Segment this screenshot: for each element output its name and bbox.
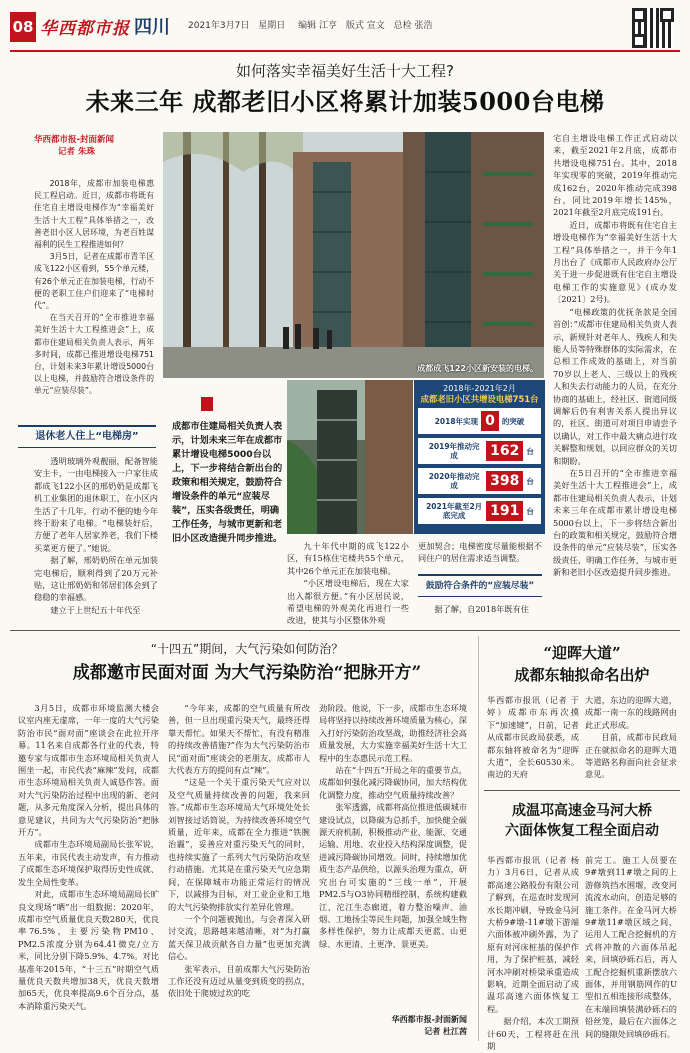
story2-col1 [18,702,159,1040]
story1-col1 [34,455,158,623]
body-paragraph: 张军透露，成都将高位推进低碳城市建设试点，以降碳为总抓手，加快健全碳源天府机制，积极推动产业、能源、交通运输、用地、农业投入结构深度调整，促进减污降碳协同增效。同时，持续增加优质生态产品供给，以源头治理为重点，研究出台可实施的“三线一单”，开展PM2.5与O3协同精细控制，系统构建截江、沱江生态廊道，着力整治噪声、油烟、工地扬尘等民生问题，加强全域生物多样性保护，努力让成都天更蓝、山更绿、水更清、土更净、景更美。 [319,802,467,949]
body-paragraph: 目前，成都市民政局正在就拟命名的迎晖大道等道路名称面向社会征求意见。 [585,732,677,780]
infographic-row [418,408,541,434]
story1-right-col [553,132,677,624]
body-paragraph: “小区增设电梯后，现在大家出入都很方便。”有小区居民说，希望电梯的外观美化再进行一些改进，使其与小区整体外观 [287,578,409,626]
story2-credit-reporter: 记者 杜江茜 [424,1027,467,1036]
body-paragraph: 华西都市报讯（记者 杨力）3月6日，记者从成都高速公路股份有限公司了解到，在巡查时发现河水长期冲刷，导致金马河大桥9#墩-11#墩下游端六面体被冲刷外露，为了原有对河床桩基的保护作用，为了保护桩基，减轻河水冲刷对桥梁承重造成影响，近期全面启动了成温邛高速六面体恢复工程。 [487,855,579,1014]
infographic-row-label: 2019年推动完成 [428,442,480,460]
infographic-row-suffix: 台 [526,506,534,516]
body-paragraph: 据了解，邢奶奶所在单元加装完电梯后，顺利得到了20万元补贴，这让邢奶奶和邻居们体会到了稳稳的幸福感。 [34,555,158,603]
lead-paragraph: 在当天召开的“全市推进幸福美好生活十大工程推进会”上，成都市住建局相关负责人表示，两年多时间，成都已推进增设电梯751台，计划未来3年累计增设5000台以上电梯，并鼓励符合增设条件的单元“应装尽装”。 [34,313,154,396]
body-paragraph: 劲阶段。他说，下一步，成都市生态环境局将坚持以持续改善环境质量为核心，深入打好污染防治攻坚战，助推经济社会高质量发展，大力实施幸福美好生活十大工程中的生态惠民示范工程。 [319,703,467,763]
section-divider [10,630,680,631]
lead-paragraph: 3月5日，记者在成都市青羊区成飞122小区看到，55个单元楼，有26个单元正在加装电梯，行动不便的老职工住户们迎来了“电梯时代”。 [34,252,154,311]
body-paragraph: 据了解，自2018年既有住 [434,604,529,614]
editor-credit: 编辑 江亨 [298,21,337,31]
story1-mid-col-b2 [418,603,542,619]
body-paragraph: “电梯政策的优抚条款是全国首创：”成都市住建局相关负责人表示，新规针对老年人、残疾人和失能人员等特殊群体的实际需求，在总相工作成效的基础上，对当前70岁以上老人、三级以上的残疾人和失去行动能力的人员，在充分协商的基础上，经社区、街道同级调解后仍有利害关系人提出异议的，社区、街道可对项目申请尝予以确认，对工作中最大痛点进行攻关解整和规划，以回应群众的关切和期盼。 [553,306,677,466]
infographic-row-label: 2020年推动完成 [428,472,480,490]
section-name: 四川 [134,17,170,38]
checker-credit: 总检 张浩 [393,21,433,31]
story1-mid-col-a [287,540,409,626]
subhead-encourage [418,574,542,597]
issue-date: 2021年3月7日 [188,21,250,31]
story4-headline-line1: 成温邛高速金马河大桥 [512,803,652,819]
story1-source: 华西都市报-封面新闻 [34,135,115,145]
body-paragraph: 对此，成都市生态环境局副局长旷良文现场“晒”出一组数据：2020年，成都市空气质量优良天数280天，优良率76.5%，主要污染物PM10、PM2.5浓度分别为64.41微克/立方米，同比分别下降5.9%、4.7%。对比基准年2015年，“十三五”时期空气质量优良天数共增加38天，优良天数增加65天，优良率提高9.6个百分点，基本消除重污染天气。 [18,889,159,1011]
subhead-retired [18,425,156,448]
elevator-photo [163,132,544,378]
story1-mid-col-b [418,540,542,570]
body-paragraph: 建立于上世纪五十年代至 [50,604,141,615]
body-paragraph: 透明玻璃外观靓丽，配备智能安主卡，一由电梯接入一户家住成都成飞122小区的邢奶奶是成都飞机工业集团的退休职工，在小区内生活了十几年，行动不便的她今年终于盼来了电梯。“电梯装好后，方便了老年人居家养老，我们下楼买菜更方便了。”她说。 [34,456,158,553]
story2-col3 [319,702,467,1012]
infographic-title-line2: 成都老旧小区共增设电梯751台 [420,394,539,404]
body-paragraph: 据介绍，本次工期预计60天，工程将赶在汛期 [487,1016,579,1052]
story2-col2 [168,702,310,1040]
elevator-photo-illustration [163,132,544,378]
body-paragraph: 一个个问题被抛出，与会者深入研讨交流，思路越来越清晰，对“为打赢蓝天保卫战贡献各自力量”也更加充满信心。 [168,913,310,962]
body-paragraph: 九十年代中期的成飞122小区，有15栋住宅楼共55个单元，其中26个单元正在加装电梯。 [287,541,409,576]
body-paragraph: 成都市生态环境局副局长张军说，五年来，市民代表主动发声，有力推动了成都生态环境保护取得历史性成就、发生全局性变革。 [18,839,159,887]
infographic-row-value: 0 [481,411,499,431]
infographic-row-value: 398 [486,471,523,491]
infographic-row-suffix: 台 [526,446,534,456]
photo-caption: 成都成飞122小区新安装的电梯。 [417,364,538,373]
story1-headline: 未来三年 成都老旧小区将累计加装5000台电梯 [85,87,605,116]
story1-kicker: 如何落实幸福美好生活十大工程? [236,62,454,80]
body-paragraph: 华西都市报讯（记者 于婷）成都市东再次摸下“加速键”，日前，记者从成都市民政局获悉，成都东轴将被命名为“迎晖大道”，全长60530米。南边的天府 [487,695,579,780]
elevator-infographic [414,380,545,534]
story4-col-b [585,854,677,1040]
body-paragraph: 前完工。施工人员要在9#墩到11#墩之间的上游修筑挡水围堰，改变河流流水动向，创造足够的施工条件。在金马河大桥9#墩11#墩区域之间，运用人工配合挖掘机的方式将冲散的六面体吊起来，回填砂砾石后，再人工配合挖掘机重新摆放六面体，并用钢筋网作的U型扣五相连接形成整体，在末端回填装满砂砾石的铅丝笼，最后在六面体之间的缝隙处回填砂砾石。 [585,855,677,1039]
infographic-row-suffix: 的突破 [501,416,525,426]
story3-headline: 成都东轴拟命名出炉 [514,666,650,684]
body-paragraph: 3月5日，成都市环境监测大楼会议室内座无虚席，一年一度的大气污染防治市民“面对面”座谈会在此拉开序幕。11名来自成都各行业的代表，特邀专家与成都市生态环境局相关负责人围坐一起，市民代表“麻辣”发问，成都市生态环境局相关负责人诚恳作答。面对大气污染防治过程中出现的新、老问题，从多元角度深入分析，提出具体的意见建议，共同为大气污染防治“把脉开方”。 [18,703,159,838]
subhead-encourage-text: 鼓励符合条件的“应装尽装” [425,581,535,591]
story3-col-a [487,694,579,780]
body-paragraph: 在5日召开的“全市推进幸福美好生活十大工程推进会”上，成都市住建局相关负责人表示，计划未来三年在成都市累计增设电梯5000台以上，下一步将结合新出台的政策和相关规定，鼓励符合增设条件的单元“应装尽装”，压实各级责任，明确工作任务，与城市更新和老旧小区改造提升同步推进。 [553,467,677,578]
body-paragraph: 大道，东边的迎晖大道，成都一南一东的线路网由此正式形成。 [585,695,677,730]
subhead-retired-text: 退休老人住上“电梯房” [35,431,139,442]
page-number: 08 [10,12,36,42]
body-paragraph: 宅自主增设电梯工作正式启动以来，截至2021年2月底，成都市共增设电梯751台。其中，2018年实现零的突破，2019年推动完成162台，2020年推动完成398台，同比2019年增长145%，2021年截至2月底完成191台。 [553,133,677,218]
story2-credit-source: 华西都市报-封面新闻 [391,1015,467,1024]
story2-headline: 成都邀市民面对面 为大气污染防治“把脉开方” [72,663,422,683]
story1-reporter: 记者 朱珠 [58,147,95,157]
paper-logo: 华西都市报 [40,19,130,39]
infographic-row-value: 191 [486,501,523,521]
issue-info [188,18,433,31]
qr-code-icon [632,8,674,48]
story2-kicker: “十四五”期间，大气污染如何防治？ [150,642,344,656]
corridor-photo-illustration [287,380,413,534]
pull-quote-mark [201,397,213,411]
body-paragraph: “今年来，成都的空气质量有所改善，但一旦出现重污染天气，最终还得靠天帮忙。如果天不帮忙，有没有精准的持续改善措施?”作为大气污染防治市民“面对面”座谈会的老朋友，成都市人大代表方方的提问有点“辣”。 [168,703,310,776]
infographic-row-label: 2021年截至2月底完成 [426,502,483,520]
header-rule [10,50,680,52]
pull-quote: 成都市住建局相关负责人表示，计划未来三年在成都市累计增设电梯5000台以上，下一步将结合新出台的政策和相关规定，鼓励符合增设条件的单元“应装尽装”，压实各级责任，明确工作任务，与城市更新和老旧小区改造提升同步推进。 [172,421,283,544]
infographic-row-value: 162 [486,441,523,461]
lead-paragraph: 2018年，成都市加装电梯惠民工程启动。近日，成都市将既有住宅自主增设电梯作为“幸福美好生活十大工程”具体举措之一，改善老旧小区人居环境，为老百姓谋福利的民生工程推进如何？ [34,179,154,250]
corridor-photo [287,380,413,534]
infographic-row [418,468,541,494]
story4-headline-line2: 六面体恢复工程全面启动 [505,823,659,839]
story1-lead [34,178,154,416]
designer-credit: 版式 宣文 [345,21,385,31]
infographic-row [418,438,541,464]
story2-credit [319,1014,467,1038]
infographic-row-label: 2018年实现 [434,416,479,426]
story4-col-a [487,854,579,1052]
infographic-row [418,498,541,524]
body-paragraph: 张军表示，目前成都大气污染防治工作还没有迈过从量变到质变的拐点，依旧处于爬坡过坎的吃 [168,963,310,999]
body-paragraph: “这是一个关于重污染天气应对以及空气质量持续改善的问题，我来回答。”成都市生态环境局大气环境处处长刘智接过话筒说，为持续改善环境空气质量，近年来，成都在全力推进“铁腕治霾”，妥善应对重污染天气的同时，也持续实施了一系列大气污染防治攻坚行动措施。尤其是在重污染天气应急期间，在保障城市功能正常运行的情况下，以减排为目标，对工业企业和工地的大气污染物排放实行差异化管理。 [168,777,310,912]
story3-divider [484,790,680,791]
issue-weekday: 星期日 [258,21,286,31]
column-divider [478,636,479,1041]
body-paragraph: 近日，成都市将既有住宅自主增设电梯作为“幸福美好生活十大工程”具体举措之一，并于今年1月出台了《成都市人民政府办公厅关于进一步促进既有住宅自主增设电梯工作的实施意见》(成办发〔2021〕2号)。 [553,219,677,305]
infographic-title-line1: 2018年-2021年2月 [443,384,516,393]
infographic-row-suffix: 台 [526,476,534,486]
page-header [10,8,680,48]
story3-kicker: “迎晖大道” [543,644,621,662]
body-paragraph: 站在“十四五”开局之年的重要节点，成都如何强化减污降碳协同，加大结构优化调整力度，推动空气质量持续改善？ [319,765,467,800]
body-paragraph: 更加契合；电梯密度尽量能根据不同住户的居住需求适当调整。 [418,541,542,564]
story3-col-b [585,694,677,780]
